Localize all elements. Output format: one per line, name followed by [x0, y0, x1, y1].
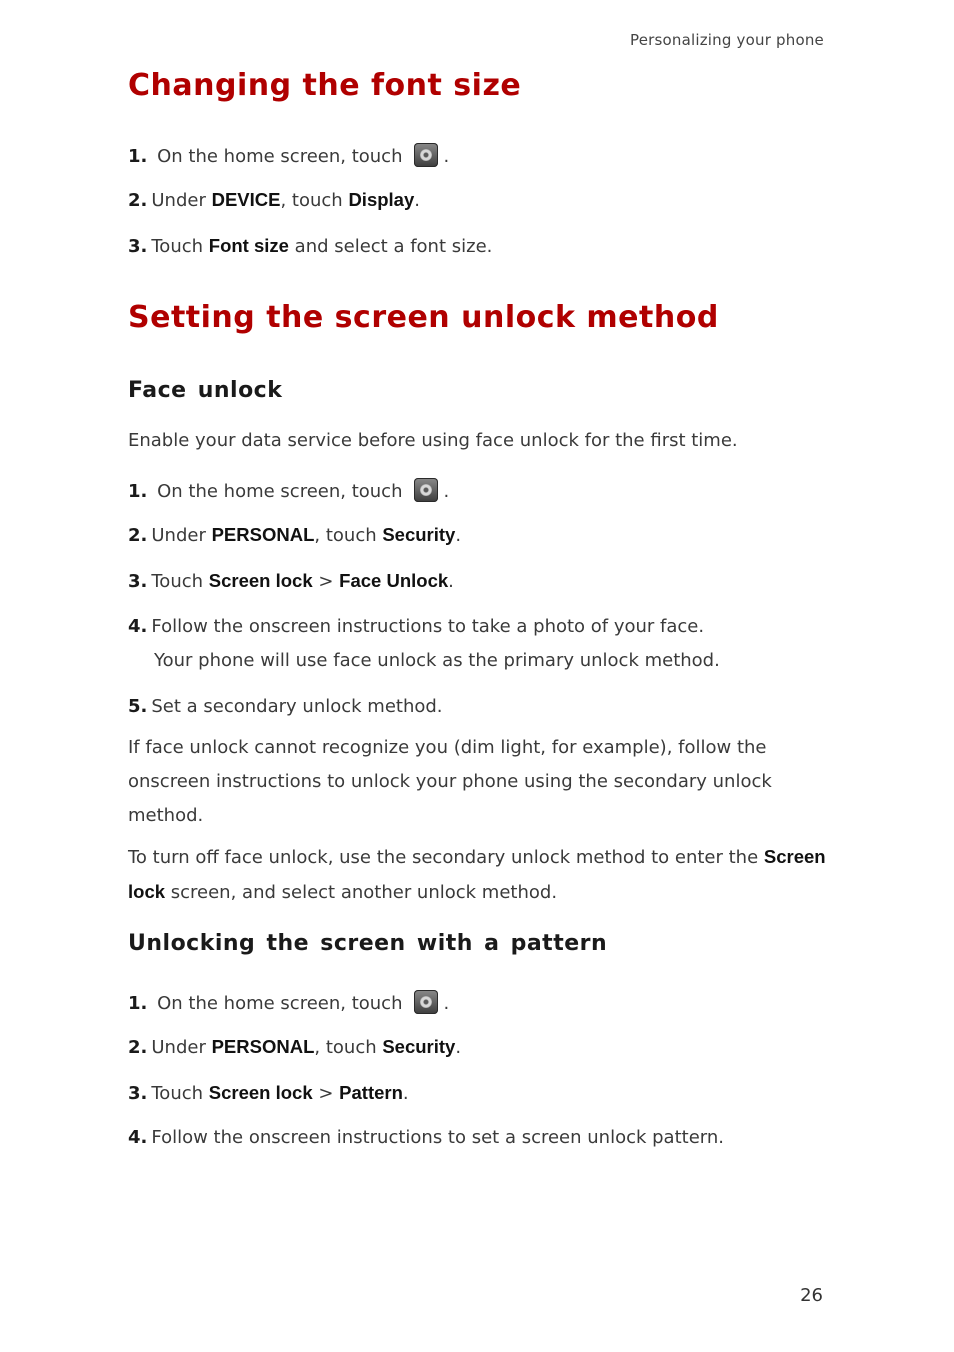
pattern-step-3 — [128, 1082, 409, 1104]
subsection-title-face-unlock: Face unlock — [128, 378, 283, 403]
step-text-end: . — [443, 146, 450, 167]
bold-term: Screen lock — [208, 570, 313, 591]
bold-term: Font size — [208, 235, 289, 256]
step-text: , touch — [314, 525, 383, 546]
step-number: 4. — [128, 1127, 148, 1148]
face-unlock-paragraph-turn-off — [128, 840, 828, 910]
step-number: 3. — [128, 1083, 148, 1104]
face-unlock-paragraph-fallback: If face unlock cannot recognize you (dim light, for example), follow the onscreen instructions to unlock your phone using the secondary unlock method. — [128, 737, 772, 826]
bold-term: DEVICE — [211, 189, 281, 210]
face-unlock-step-4-continuation: Your phone will use face unlock as the primary unlock method. — [154, 650, 720, 671]
step-text: Under — [151, 190, 212, 211]
step-number: 1. — [128, 481, 148, 502]
pattern-step-1 — [128, 990, 449, 1014]
bold-term: PERSONAL — [211, 524, 315, 545]
step-text: On the home screen, touch — [157, 481, 403, 502]
step-number: 5. — [128, 696, 148, 717]
step-text: . — [455, 525, 462, 546]
pattern-step-4 — [128, 1127, 724, 1148]
paragraph-text: screen, and select another unlock method. — [165, 882, 558, 903]
bold-term: Security — [382, 1036, 456, 1057]
running-header: Personalizing your phone — [629, 31, 824, 49]
bold-term: Pattern — [339, 1082, 403, 1103]
step-number: 2. — [128, 525, 148, 546]
step-text: Under — [151, 1037, 212, 1058]
face-unlock-step-5 — [128, 696, 443, 717]
step-text: > — [312, 1083, 340, 1104]
settings-icon — [414, 143, 438, 167]
step-number: 4. — [128, 616, 148, 637]
step-text: Under — [151, 525, 212, 546]
step-number: 1. — [128, 993, 148, 1014]
bold-term: Screen lock — [208, 1082, 313, 1103]
section-title-unlock-method: Setting the screen unlock method — [128, 300, 719, 335]
step-text: . — [402, 1083, 409, 1104]
step-text: Follow the onscreen instructions to take a photo of your face. — [151, 616, 705, 637]
step-text: . — [414, 190, 420, 211]
step-text: Touch — [151, 571, 209, 592]
step-number: 2. — [128, 1037, 148, 1058]
step-text: > — [312, 571, 340, 592]
bold-term: Screen lock — [128, 846, 826, 902]
step-text: Follow the onscreen instructions to set a screen unlock pattern. — [151, 1127, 724, 1148]
step-text: . — [448, 571, 454, 592]
step-number: 3. — [128, 236, 148, 257]
face-unlock-step-4 — [128, 616, 704, 637]
step-text-end: . — [443, 481, 450, 502]
step-text: Set a secondary unlock method. — [151, 696, 443, 717]
face-unlock-intro: Enable your data service before using face unlock for the first time. — [128, 430, 738, 451]
subsection-title-pattern: Unlocking the screen with a pattern — [128, 931, 608, 956]
step-text: Touch — [151, 236, 209, 257]
step-text: Touch — [151, 1083, 209, 1104]
bold-term: Security — [382, 524, 456, 545]
step-number: 1. — [128, 146, 148, 167]
step-text: On the home screen, touch — [157, 146, 403, 167]
face-unlock-step-1 — [128, 478, 449, 502]
bold-term: Display — [348, 189, 415, 210]
step-text: and select a font size. — [288, 236, 493, 257]
font-size-step-3 — [128, 235, 492, 257]
step-text: . — [455, 1037, 462, 1058]
step-text-end: . — [443, 993, 450, 1014]
face-unlock-step-3 — [128, 570, 454, 592]
section-title-font-size: Changing the font size — [128, 68, 522, 103]
face-unlock-step-2 — [128, 524, 461, 546]
step-text: , touch — [280, 190, 349, 211]
bold-term: PERSONAL — [211, 1036, 315, 1057]
step-number: 2. — [128, 190, 148, 211]
pattern-step-2 — [128, 1036, 461, 1058]
step-text: On the home screen, touch — [157, 993, 403, 1014]
font-size-step-1 — [128, 143, 449, 167]
paragraph-text: To turn off face unlock, use the secondary unlock method to enter the — [128, 847, 764, 868]
step-number: 3. — [128, 571, 148, 592]
settings-icon — [414, 990, 438, 1014]
bold-term: Face Unlock — [339, 570, 449, 591]
font-size-step-2 — [128, 189, 420, 211]
page-number: 26 — [800, 1285, 823, 1306]
settings-icon — [414, 478, 438, 502]
step-text: , touch — [314, 1037, 383, 1058]
